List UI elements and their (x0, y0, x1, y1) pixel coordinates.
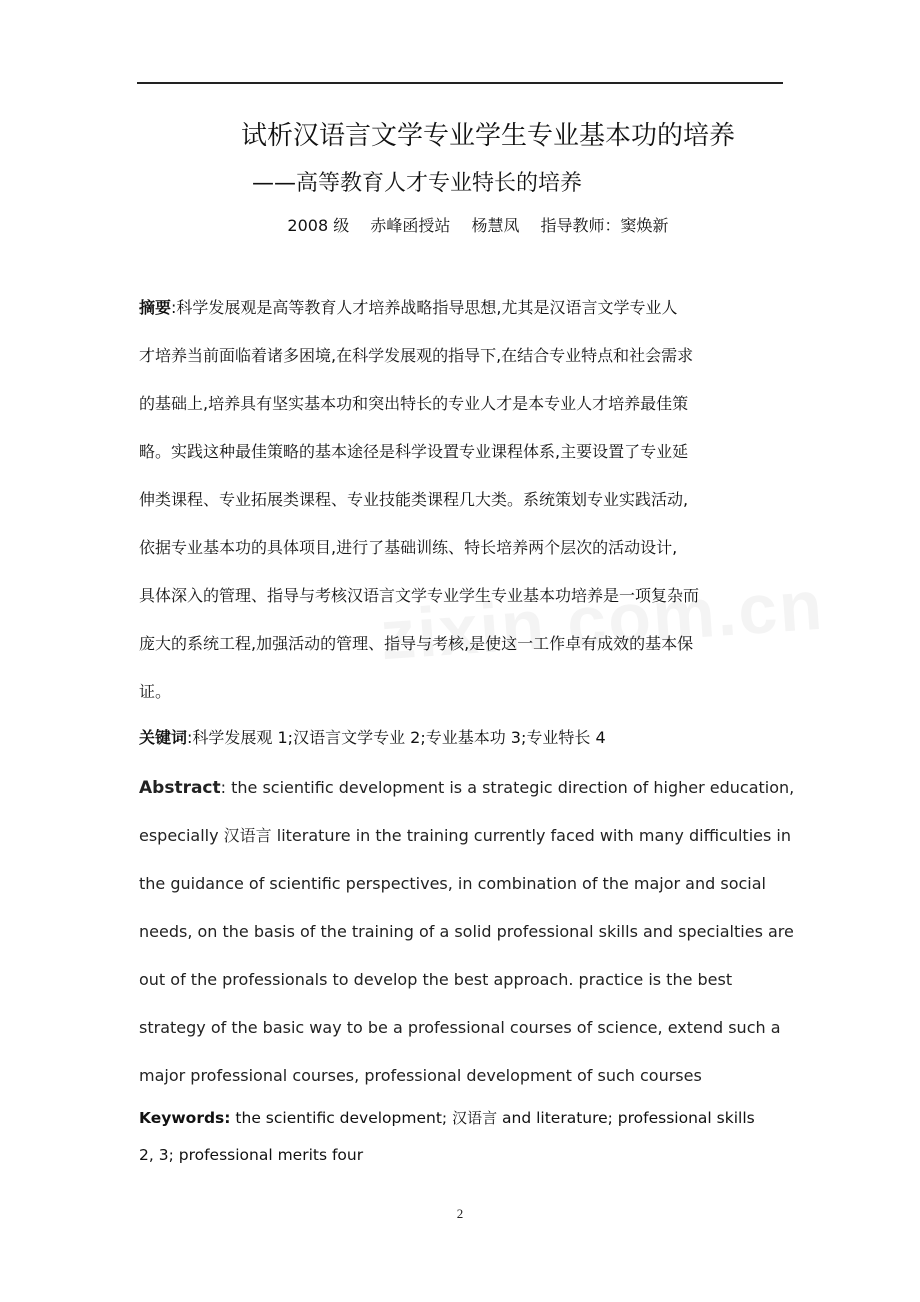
abstract-en (139, 764, 799, 1100)
abstract-en-line: Abstract: the scientific development is a strategic direction of higher education, (139, 778, 795, 798)
abstract-en-line: major professional courses, professional development of such courses (139, 1066, 702, 1085)
abstract-zh-line: 略。实践这种最佳策略的基本途径是科学设置专业课程体系,主要设置了专业延 (139, 442, 689, 461)
keywords-zh-label: 关键词 (139, 728, 188, 747)
abstract-zh (139, 284, 799, 716)
author-advisor: 指导教师：窦焕新 (540, 216, 669, 235)
abstract-en-line: out of the professionals to develop the best approach. practice is the best (139, 970, 733, 989)
abstract-en-label: Abstract (139, 778, 221, 798)
page-number: 2 (456, 1206, 464, 1221)
abstract-en-line: strategy of the basic way to be a professional courses of science, extend such a (139, 1018, 781, 1037)
abstract-en-line: especially 汉语言 literature in the training currently faced with many difficulties in (139, 826, 791, 845)
abstract-zh-label: 摘要 (139, 298, 172, 317)
keywords-zh-text: :科学发展观 1;汉语言文学专业 2;专业基本功 3;专业特长 4 (187, 728, 606, 747)
keywords-zh (139, 716, 799, 760)
abstract-zh-line: 伸类课程、专业拓展类课程、专业技能类课程几大类。系统策划专业实践活动, (139, 490, 689, 509)
author-line (0, 212, 920, 240)
author-year: 2008 级 (287, 216, 350, 235)
abstract-en-line: the guidance of scientific perspectives, in combination of the major and social (139, 874, 766, 893)
keywords-en (139, 1100, 799, 1174)
author-station: 赤峰函授站 (370, 216, 451, 235)
abstract-zh-line: 证。 (139, 682, 172, 701)
abstract-zh-line: 依据专业基本功的具体项目,进行了基础训练、特长培养两个层次的活动设计, (139, 538, 678, 557)
abstract-zh-line: 的基础上,培养具有坚实基本功和突出特长的专业人才是本专业人才培养最佳策 (139, 394, 689, 413)
abstract-zh-line: 具体深入的管理、指导与考核汉语言文学专业学生专业基本功培养是一项复杂而 (139, 586, 700, 605)
abstract-zh-line: 才培养当前面临着诸多困境,在科学发展观的指导下,在结合专业特点和社会需求 (139, 346, 694, 365)
abstract-zh-line: 摘要:科学发展观是高等教育人才培养战略指导思想,尤其是汉语言文学专业人 (139, 298, 678, 317)
author-name: 杨慧凤 (471, 216, 520, 235)
keywords-en-line: Keywords: the scientific development; 汉语言 and literature; professional skills (139, 1109, 755, 1127)
header-rule (137, 82, 783, 84)
abstract-en-line: needs, on the basis of the training of a solid professional skills and specialties are (139, 922, 794, 941)
abstract-zh-line: 庞大的系统工程,加强活动的管理、指导与考核,是使这一工作卓有成效的基本保 (139, 634, 694, 653)
page-subtitle: ——高等教育人才专业特长的培养 (252, 171, 583, 196)
keywords-en-label: Keywords: (139, 1109, 231, 1127)
page-title: 试析汉语言文学专业学生专业基本功的培养 (240, 121, 735, 151)
keywords-en-line: 2, 3; professional merits four (139, 1146, 364, 1164)
